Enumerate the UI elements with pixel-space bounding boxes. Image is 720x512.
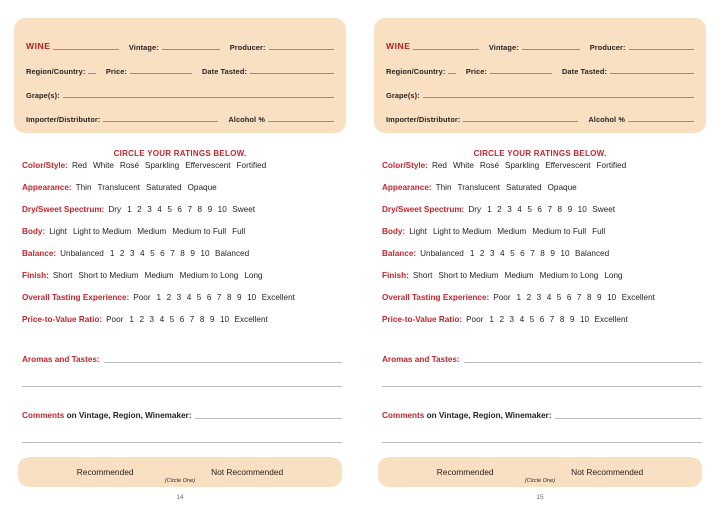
journal-page-right <box>360 0 720 512</box>
rating-scale-value[interactable]: 10 <box>577 205 587 214</box>
rating-scale-value[interactable]: 7 <box>216 293 222 302</box>
rating-option[interactable]: Short <box>52 271 73 280</box>
notes-block <box>14 343 346 443</box>
rating-row-appearance <box>14 183 346 205</box>
rating-option[interactable]: Medium <box>144 271 174 280</box>
ratings-heading: CIRCLE YOUR RATINGS BELOW. <box>113 149 247 158</box>
aromas-field <box>22 343 342 365</box>
rating-scale-value[interactable]: 4 <box>159 315 165 324</box>
grapes-input[interactable] <box>63 96 334 98</box>
vintage-field-label: Vintage: <box>488 42 519 52</box>
comments-label <box>382 412 555 421</box>
rating-scale-value[interactable]: 5 <box>150 249 155 258</box>
rating-scale-value[interactable]: 10 <box>219 315 230 324</box>
rating-scale-value[interactable]: 8 <box>180 249 185 258</box>
region-input[interactable] <box>448 72 455 74</box>
rating-scale-value[interactable]: 1 <box>109 249 115 258</box>
rating-option[interactable]: Medium <box>504 271 534 280</box>
rating-scale-value[interactable]: 2 <box>497 205 502 214</box>
rating-option[interactable]: White <box>452 161 474 170</box>
rating-label-color-style: Color/Style: <box>22 161 68 170</box>
importer-field-label: Importer/Distributor: <box>26 114 101 124</box>
rating-option[interactable]: Saturated <box>146 183 182 192</box>
rating-scale-value[interactable]: 10 <box>247 293 257 302</box>
rating-scale-value[interactable]: 4 <box>500 249 505 258</box>
vintage-field-label: Vintage: <box>128 42 159 52</box>
date-tasted-input[interactable] <box>250 72 334 74</box>
rating-scale-value[interactable]: 3 <box>129 249 135 258</box>
rating-scale-value[interactable]: 2 <box>137 205 142 214</box>
rating-option[interactable]: Long <box>604 271 623 280</box>
rating-scale-value[interactable]: 4 <box>517 205 522 214</box>
notes-block <box>374 343 706 443</box>
grapes-field-label: Grape(s): <box>386 90 420 100</box>
rating-scale-value[interactable]: 2 <box>139 315 144 324</box>
rating-row-color-style <box>14 161 346 183</box>
identity-row-grapes <box>26 76 334 100</box>
rating-row-body <box>374 227 706 249</box>
price-input[interactable] <box>490 72 552 74</box>
rating-option[interactable]: Medium <box>497 227 527 236</box>
rating-option[interactable]: Rosé <box>119 161 140 170</box>
rating-option[interactable]: White <box>92 161 114 170</box>
comments-label-plain: on Vintage, Region, Winemaker: <box>64 410 192 420</box>
rating-options-body <box>49 227 251 236</box>
alcohol-input[interactable] <box>628 120 694 122</box>
wine-name-input[interactable] <box>53 48 118 50</box>
importer-input[interactable] <box>103 120 218 122</box>
rating-scale-value[interactable]: 1 <box>127 205 132 214</box>
rating-option[interactable]: Light to Medium <box>432 227 492 236</box>
rating-scale-value[interactable]: 6 <box>566 293 572 302</box>
comments-input-line-2[interactable] <box>382 441 702 443</box>
comments-label-accent: Comments <box>22 410 65 420</box>
rating-label-dry-sweet-spectrum: Dry/Sweet Spectrum: <box>22 205 105 214</box>
rating-low-anchor: Poor <box>466 315 484 324</box>
rating-scale-value[interactable]: 5 <box>169 315 175 324</box>
grapes-field-label: Grape(s): <box>26 90 60 100</box>
rating-scale-value[interactable]: 5 <box>527 205 532 214</box>
rating-row-overall-tasting-experience <box>374 293 706 315</box>
rating-option[interactable]: Red <box>431 161 447 170</box>
rating-row-price-to-value-ratio <box>374 315 706 337</box>
rating-label-price-to-value-ratio: Price-to-Value Ratio: <box>22 315 103 324</box>
rating-scale-value[interactable]: 1 <box>516 293 522 302</box>
rating-scale-value[interactable]: 9 <box>190 249 195 258</box>
producer-field-label: Producer: <box>589 42 626 52</box>
rating-scale-value[interactable]: 1 <box>487 205 492 214</box>
date-tasted-field-label: Date Tasted: <box>201 66 247 76</box>
ratings-heading: CIRCLE YOUR RATINGS BELOW. <box>473 149 607 158</box>
price-field-label: Price: <box>465 66 487 76</box>
rating-low-anchor: Poor <box>133 293 151 302</box>
ratings-list <box>14 161 346 337</box>
rating-high-anchor: Balanced <box>575 249 610 258</box>
rating-scale-value[interactable]: 9 <box>567 205 573 214</box>
rating-option[interactable]: Effervescent <box>545 161 591 170</box>
rating-option[interactable]: Medium to Long <box>539 271 599 280</box>
not-recommended-option[interactable]: Not Recommended <box>571 467 644 477</box>
rating-scale-value[interactable]: 6 <box>539 315 545 324</box>
rating-options-color-style <box>72 161 272 170</box>
rating-scale-value[interactable]: 6 <box>520 249 525 258</box>
wine-field-label: WINE <box>386 41 411 52</box>
rating-options-price-to-value-ratio <box>106 315 274 324</box>
vintage-input[interactable] <box>522 48 580 50</box>
rating-option[interactable]: Light <box>49 227 67 236</box>
aromas-input-line-2[interactable] <box>382 385 702 387</box>
rating-scale-value[interactable]: 3 <box>147 205 152 214</box>
producer-input[interactable] <box>269 48 334 50</box>
rating-scale-value[interactable]: 7 <box>576 293 582 302</box>
rating-options-finish <box>413 271 629 280</box>
rating-label-price-to-value-ratio: Price-to-Value Ratio: <box>382 315 463 324</box>
circle-one-hint: (Circle One) <box>164 478 196 484</box>
rating-high-anchor: Excellent <box>234 315 268 324</box>
date-tasted-input[interactable] <box>610 72 694 74</box>
aromas-input-line-2[interactable] <box>22 385 342 387</box>
importer-input[interactable] <box>463 120 578 122</box>
rating-scale-value[interactable]: 4 <box>546 293 552 302</box>
rating-scale-value[interactable]: 7 <box>549 315 555 324</box>
comments-label-accent: Comments <box>382 410 425 420</box>
rating-options-dry-sweet-spectrum <box>468 205 621 214</box>
rating-scale-value[interactable]: 9 <box>237 293 242 302</box>
rating-scale-value[interactable]: 3 <box>507 205 512 214</box>
rating-scale-value[interactable]: 10 <box>217 205 227 214</box>
region-input[interactable] <box>88 72 95 74</box>
rating-option[interactable]: Translucent <box>97 183 141 192</box>
rating-scale-value[interactable]: 9 <box>209 315 215 324</box>
rating-scale-value[interactable]: 3 <box>176 293 182 302</box>
rating-scale-value[interactable]: 5 <box>167 205 172 214</box>
rating-options-appearance <box>436 183 583 192</box>
rating-option[interactable]: Thin <box>75 183 92 192</box>
rating-option[interactable]: Fortified <box>596 161 627 170</box>
rating-scale-value[interactable]: 1 <box>469 249 475 258</box>
rating-scale-value[interactable]: 1 <box>129 315 134 324</box>
comments-field <box>22 399 342 421</box>
identity-row-wine <box>386 28 694 52</box>
rating-scale-value[interactable]: 7 <box>530 249 535 258</box>
rating-scale-value[interactable]: 5 <box>556 293 562 302</box>
identity-row-wine <box>26 28 334 52</box>
rating-option[interactable]: Light to Medium <box>72 227 132 236</box>
rating-label-overall-tasting-experience: Overall Tasting Experience: <box>22 293 130 302</box>
rating-option[interactable]: Effervescent <box>185 161 231 170</box>
comments-input-line-1[interactable] <box>195 417 342 419</box>
circle-one-hint: (Circle One) <box>524 478 556 484</box>
rating-scale-value[interactable]: 10 <box>579 315 590 324</box>
rating-label-body: Body: <box>22 227 46 236</box>
rating-option[interactable]: Light <box>409 227 427 236</box>
rating-scale-value[interactable]: 8 <box>199 315 205 324</box>
importer-field-label: Importer/Distributor: <box>386 114 461 124</box>
rating-options-balance <box>60 249 255 258</box>
rating-option[interactable]: Full <box>232 227 246 236</box>
rating-scale-value[interactable]: 6 <box>177 205 182 214</box>
rating-high-anchor: Sweet <box>592 205 616 214</box>
comments-label <box>22 412 195 421</box>
rating-scale-value[interactable]: 9 <box>550 249 555 258</box>
comments-input-line-2[interactable] <box>22 441 342 443</box>
rating-scale-value[interactable]: 7 <box>547 205 553 214</box>
rating-row-balance <box>374 249 706 271</box>
rating-scale-value[interactable]: 2 <box>119 249 125 258</box>
rating-scale-value[interactable]: 8 <box>557 205 563 214</box>
aromas-label: Aromas and Tastes: <box>382 354 460 364</box>
rating-option[interactable]: Medium <box>137 227 167 236</box>
price-field-label: Price: <box>105 66 127 76</box>
rating-option[interactable]: Opaque <box>187 183 217 192</box>
rating-high-anchor: Balanced <box>215 249 250 258</box>
rating-scale-value[interactable]: 3 <box>149 315 155 324</box>
rating-scale-value[interactable]: 6 <box>179 315 185 324</box>
rating-low-anchor: Unbalanced <box>60 249 104 258</box>
not-recommended-option[interactable]: Not Recommended <box>211 467 284 477</box>
rating-high-anchor: Excellent <box>594 315 628 324</box>
rating-label-balance: Balance: <box>382 249 417 258</box>
aromas-label: Aromas and Tastes: <box>22 354 100 364</box>
wine-name-input[interactable] <box>413 48 478 50</box>
rating-option[interactable]: Fortified <box>236 161 267 170</box>
rating-scale-value[interactable]: 1 <box>489 315 494 324</box>
page-number-left: 14 <box>176 494 184 501</box>
rating-row-body <box>14 227 346 249</box>
rating-option[interactable]: Medium to Full <box>172 227 227 236</box>
rating-scale-value[interactable]: 4 <box>157 205 162 214</box>
recommended-option[interactable]: Recommended <box>76 467 134 477</box>
rating-scale-value[interactable]: 8 <box>197 205 203 214</box>
rating-scale-value[interactable]: 10 <box>200 249 210 258</box>
identity-row-importer <box>26 100 334 124</box>
rating-scale-value[interactable]: 3 <box>489 249 495 258</box>
rating-options-overall-tasting-experience <box>133 293 301 302</box>
rating-row-balance <box>14 249 346 271</box>
rating-option[interactable]: Short to Medium <box>78 271 139 280</box>
comments-field <box>382 399 702 421</box>
rating-option[interactable]: Rosé <box>479 161 500 170</box>
alcohol-input[interactable] <box>268 120 334 122</box>
rating-label-appearance: Appearance: <box>22 183 72 192</box>
rating-scale-value[interactable]: 2 <box>499 315 504 324</box>
rating-option[interactable]: Opaque <box>547 183 577 192</box>
rating-scale-value[interactable]: 2 <box>526 293 532 302</box>
rating-option[interactable]: Full <box>592 227 606 236</box>
rating-scale-value[interactable]: 4 <box>519 315 525 324</box>
rating-label-color-style: Color/Style: <box>382 161 428 170</box>
rating-options-dry-sweet-spectrum <box>108 205 261 214</box>
rating-row-finish <box>374 271 706 293</box>
rating-scale-value[interactable]: 10 <box>607 293 617 302</box>
rating-scale-value[interactable]: 5 <box>510 249 515 258</box>
rating-row-appearance <box>374 183 706 205</box>
rating-options-color-style <box>432 161 632 170</box>
rating-scale-value[interactable]: 6 <box>537 205 542 214</box>
rating-scale-value[interactable]: 7 <box>187 205 193 214</box>
aromas-field <box>382 343 702 365</box>
wine-identity-card <box>14 18 346 133</box>
comments-label-plain: on Vintage, Region, Winemaker: <box>424 410 552 420</box>
rating-scale-value[interactable]: 7 <box>170 249 175 258</box>
rating-options-appearance <box>76 183 223 192</box>
rating-scale-value[interactable]: 7 <box>189 315 195 324</box>
rating-options-body <box>409 227 611 236</box>
ratings-list <box>374 161 706 337</box>
rating-option[interactable]: Medium to Full <box>532 227 587 236</box>
rating-scale-value[interactable]: 8 <box>226 293 232 302</box>
rating-low-anchor: Dry <box>108 205 122 214</box>
wine-field-label: WINE <box>26 41 51 52</box>
alcohol-field-label: Alcohol % <box>588 114 625 124</box>
identity-row-importer <box>386 100 694 124</box>
rating-option[interactable]: Sparkling <box>505 161 540 170</box>
date-tasted-field-label: Date Tasted: <box>561 66 607 76</box>
rating-label-overall-tasting-experience: Overall Tasting Experience: <box>382 293 490 302</box>
aromas-input-line-1[interactable] <box>464 361 702 363</box>
rating-scale-value[interactable]: 8 <box>559 315 565 324</box>
rating-scale-value[interactable]: 1 <box>156 293 162 302</box>
comments-input-line-1[interactable] <box>555 417 702 419</box>
rating-label-appearance: Appearance: <box>382 183 432 192</box>
wine-identity-card <box>374 18 706 133</box>
rating-low-anchor: Poor <box>493 293 511 302</box>
rating-scale-value[interactable]: 5 <box>529 315 535 324</box>
rating-low-anchor: Dry <box>468 205 482 214</box>
rating-scale-value[interactable]: 3 <box>509 315 515 324</box>
rating-option[interactable]: Short <box>412 271 433 280</box>
rating-options-finish <box>53 271 269 280</box>
rating-label-body: Body: <box>382 227 406 236</box>
rating-scale-value[interactable]: 6 <box>206 293 212 302</box>
producer-input[interactable] <box>629 48 694 50</box>
alcohol-field-label: Alcohol % <box>228 114 265 124</box>
rating-label-finish: Finish: <box>22 271 49 280</box>
rating-scale-value[interactable]: 9 <box>569 315 575 324</box>
rating-row-finish <box>14 271 346 293</box>
rating-option[interactable]: Translucent <box>457 183 501 192</box>
rating-high-anchor: Excellent <box>261 293 295 302</box>
rating-option[interactable]: Saturated <box>506 183 542 192</box>
rating-option[interactable]: Medium to Long <box>179 271 239 280</box>
vintage-input[interactable] <box>162 48 220 50</box>
rating-scale-value[interactable]: 9 <box>597 293 602 302</box>
rating-scale-value[interactable]: 5 <box>196 293 202 302</box>
recommended-option[interactable]: Recommended <box>436 467 494 477</box>
rating-option[interactable]: Sparkling <box>145 161 180 170</box>
rating-low-anchor: Poor <box>106 315 124 324</box>
rating-label-balance: Balance: <box>22 249 57 258</box>
rating-row-overall-tasting-experience <box>14 293 346 315</box>
rating-row-dry-sweet-spectrum <box>374 205 706 227</box>
region-field-label: Region/Country: <box>386 66 446 76</box>
identity-row-grapes <box>386 76 694 100</box>
rating-options-balance <box>420 249 615 258</box>
rating-scale-value[interactable]: 9 <box>207 205 213 214</box>
rating-scale-value[interactable]: 6 <box>160 249 165 258</box>
rating-scale-value[interactable]: 4 <box>140 249 145 258</box>
grapes-input[interactable] <box>423 96 694 98</box>
rating-row-color-style <box>374 161 706 183</box>
rating-option[interactable]: Short to Medium <box>438 271 499 280</box>
identity-row-region <box>26 52 334 76</box>
rating-option[interactable]: Red <box>71 161 87 170</box>
rating-low-anchor: Unbalanced <box>420 249 464 258</box>
rating-option[interactable]: Long <box>244 271 263 280</box>
rating-scale-value[interactable]: 2 <box>166 293 172 302</box>
rating-scale-value[interactable]: 4 <box>186 293 192 302</box>
rating-row-dry-sweet-spectrum <box>14 205 346 227</box>
aromas-input-line-1[interactable] <box>104 361 342 363</box>
rating-high-anchor: Excellent <box>621 293 655 302</box>
rating-options-price-to-value-ratio <box>466 315 634 324</box>
rating-label-finish: Finish: <box>382 271 409 280</box>
rating-row-price-to-value-ratio <box>14 315 346 337</box>
recommendation-card <box>18 457 342 487</box>
region-field-label: Region/Country: <box>26 66 86 76</box>
rating-scale-value[interactable]: 3 <box>536 293 542 302</box>
rating-scale-value[interactable]: 2 <box>479 249 485 258</box>
identity-row-region <box>386 52 694 76</box>
rating-scale-value[interactable]: 8 <box>540 249 545 258</box>
rating-high-anchor: Sweet <box>232 205 256 214</box>
producer-field-label: Producer: <box>229 42 266 52</box>
rating-option[interactable]: Thin <box>435 183 452 192</box>
page-number-right: 15 <box>536 494 544 501</box>
rating-scale-value[interactable]: 10 <box>560 249 570 258</box>
rating-options-overall-tasting-experience <box>493 293 661 302</box>
rating-scale-value[interactable]: 8 <box>586 293 592 302</box>
rating-label-dry-sweet-spectrum: Dry/Sweet Spectrum: <box>382 205 465 214</box>
price-input[interactable] <box>130 72 192 74</box>
recommendation-card <box>378 457 702 487</box>
